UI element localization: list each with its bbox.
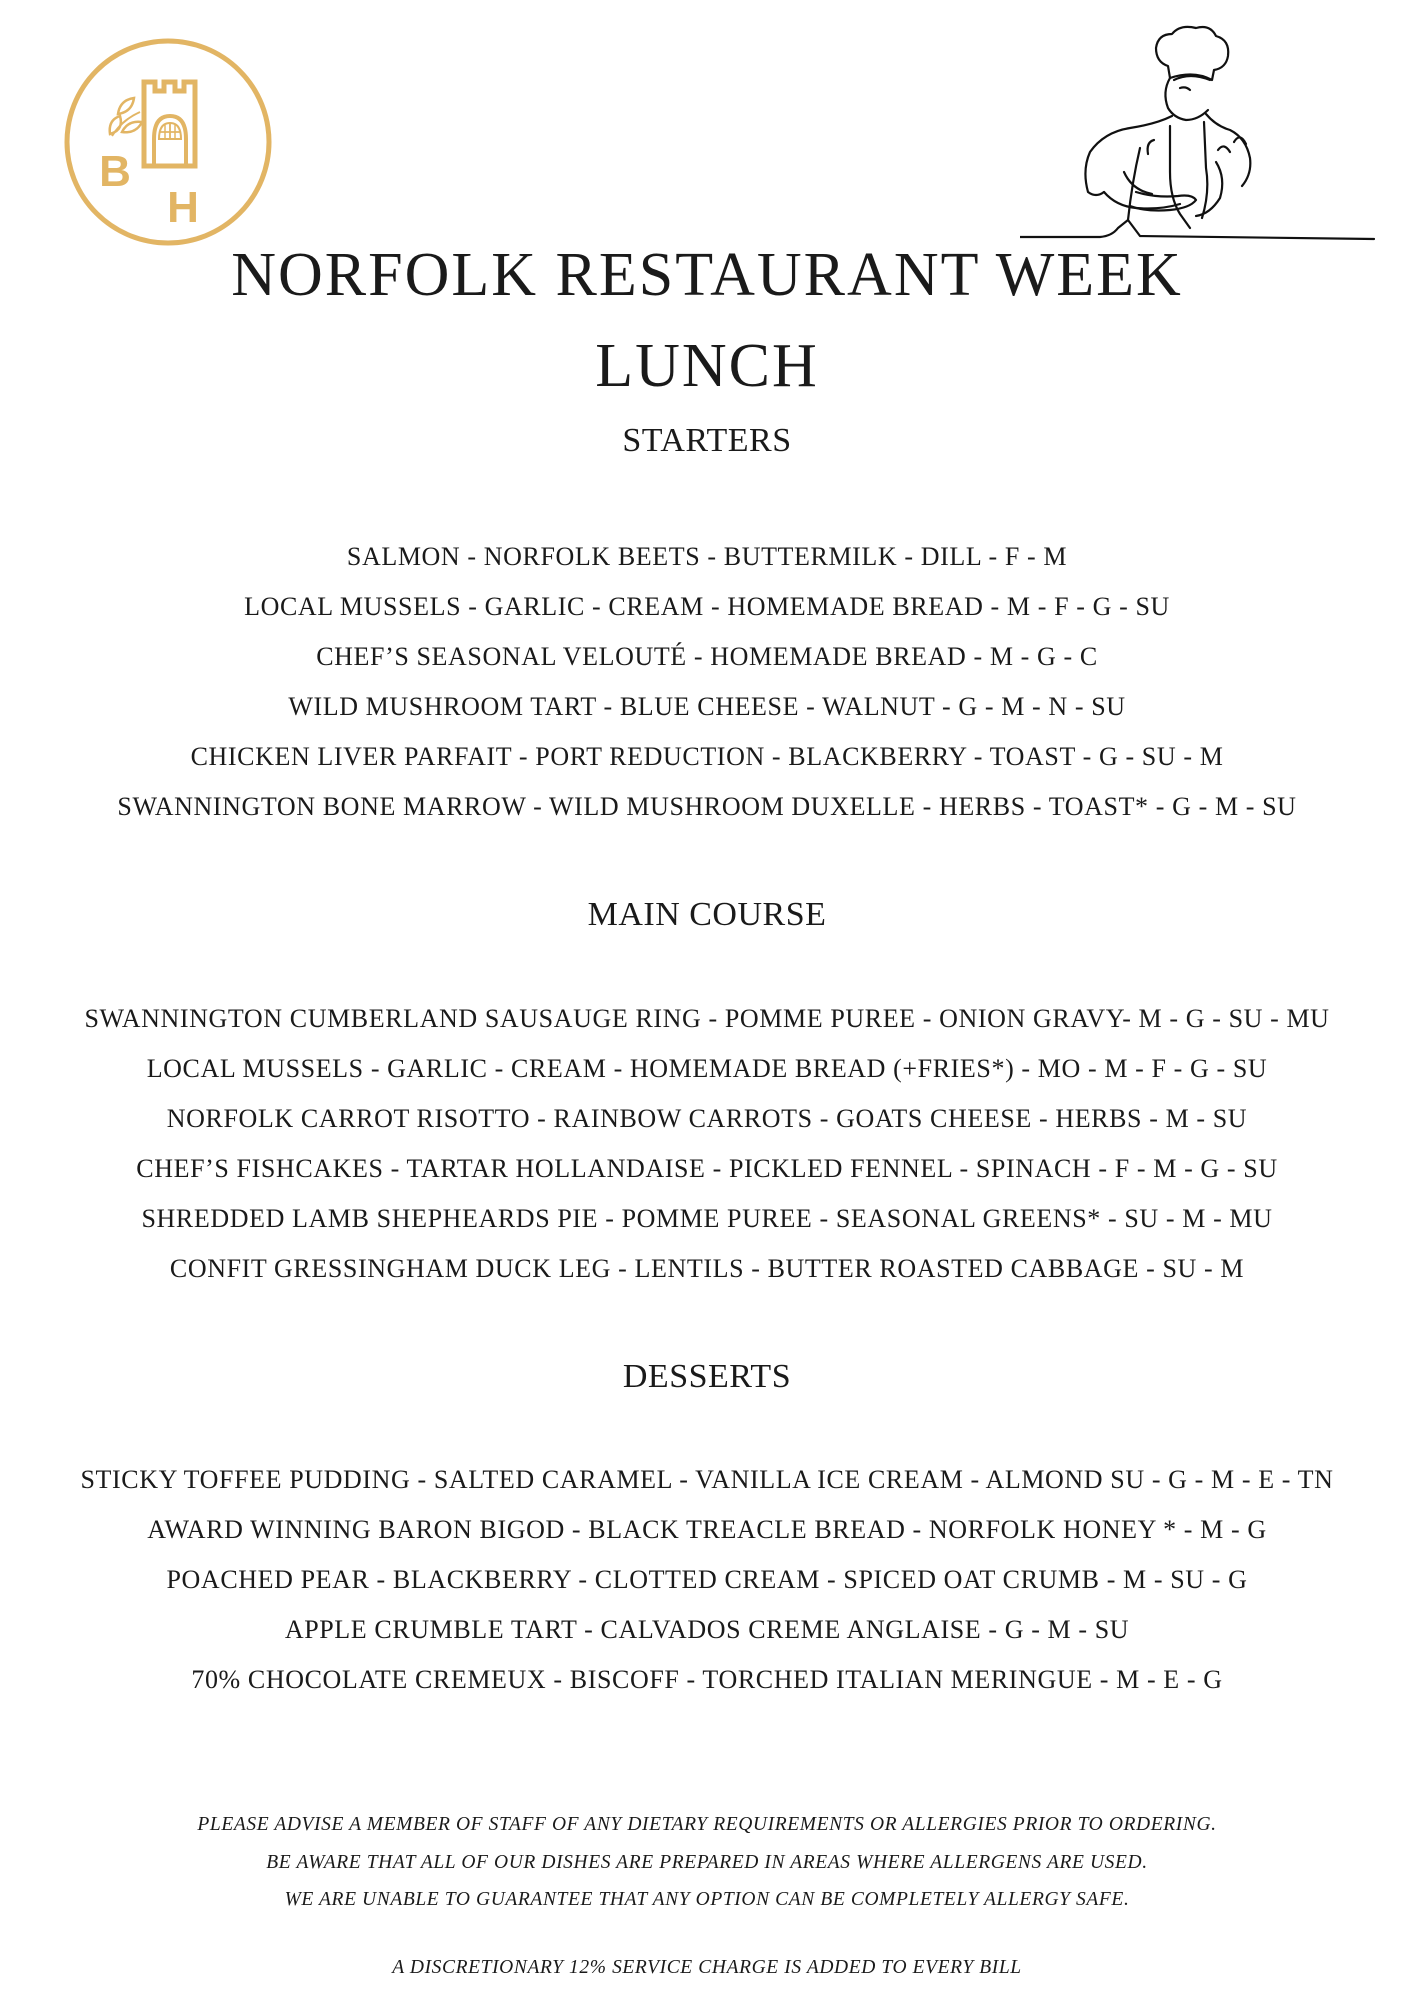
service-charge-note: A DISCRETIONARY 12% SERVICE CHARGE IS ADDED TO EVERY BILL	[392, 1957, 1022, 1978]
main-course-list	[0, 994, 1414, 1294]
menu-item: APPLE CRUMBLE TART - CALVADOS CREME ANGLAISE - G - M - SU	[284, 1615, 1130, 1644]
menu-item: 70% CHOCOLATE CREMEUX - BISCOFF - TORCHED ITALIAN MERINGUE - M - E - G	[191, 1665, 1223, 1694]
desserts-heading: DESSERTS	[622, 1358, 792, 1395]
menu-item: POACHED PEAR - BLACKBERRY - CLOTTED CREAM - SPICED OAT CRUMB - M - SU - G	[166, 1565, 1248, 1594]
menu-item: SHREDDED LAMB SHEPHEARDS PIE - POMME PUREE - SEASONAL GREENS* - SU - M - MU	[141, 1204, 1273, 1233]
starters-list	[0, 532, 1414, 832]
starters-heading: STARTERS	[622, 422, 792, 459]
menu-item: STICKY TOFFEE PUDDING - SALTED CARAMEL - VANILLA ICE CREAM - ALMOND SU - G - M - E - TN	[80, 1465, 1334, 1494]
logo-letter-b: B	[99, 147, 131, 196]
menu-item: WILD MUSHROOM TART - BLUE CHEESE - WALNUT - G - M - N - SU	[288, 692, 1126, 721]
menu-item: LOCAL MUSSELS - GARLIC - CREAM - HOMEMADE BREAD - M - F - G - SU	[244, 592, 1170, 621]
logo-letter-h: H	[167, 183, 199, 232]
menu-item: LOCAL MUSSELS - GARLIC - CREAM - HOMEMADE BREAD (+FRIES*) - MO - M - F - G - SU	[146, 1054, 1268, 1083]
menu-item: CHICKEN LIVER PARFAIT - PORT REDUCTION - BLACKBERRY - TOAST - G - SU - M	[190, 742, 1224, 771]
allergy-notice-line: BE AWARE THAT ALL OF OUR DISHES ARE PREPARED IN AREAS WHERE ALLERGENS ARE USED.	[266, 1851, 1148, 1873]
menu-item: CONFIT GRESSINGHAM DUCK LEG - LENTILS - BUTTER ROASTED CABBAGE - SU - M	[169, 1254, 1245, 1283]
allergy-notice	[0, 1806, 1414, 1919]
allergy-notice-line: WE ARE UNABLE TO GUARANTEE THAT ANY OPTION CAN BE COMPLETELY ALLERGY SAFE.	[284, 1889, 1130, 1910]
menu-item: CHEF’S SEASONAL VELOUTÉ - HOMEMADE BREAD - M - G - C	[316, 642, 1098, 671]
desserts-list	[0, 1455, 1414, 1705]
allergy-notice-line: PLEASE ADVISE A MEMBER OF STAFF OF ANY DIETARY REQUIREMENTS OR ALLERGIES PRIOR TO ORDERING.	[197, 1814, 1217, 1835]
menu-item: SALMON - NORFOLK BEETS - BUTTERMILK - DILL - F - M	[346, 542, 1068, 571]
menu-item: CHEF’S FISHCAKES - TARTAR HOLLANDAISE - PICKLED FENNEL - SPINACH - F - M - G - SU	[136, 1154, 1278, 1183]
chef-illustration	[1020, 22, 1375, 247]
menu-item: NORFOLK CARROT RISOTTO - RAINBOW CARROTS - GOATS CHEESE - HERBS - M - SU	[166, 1104, 1248, 1133]
logo	[62, 36, 274, 248]
page-subtitle: LUNCH	[595, 332, 819, 400]
menu-item: AWARD WINNING BARON BIGOD - BLACK TREACLE BREAD - NORFOLK HONEY * - M - G	[147, 1515, 1267, 1544]
main-course-heading: MAIN COURSE	[587, 896, 827, 933]
menu-item: SWANNINGTON BONE MARROW - WILD MUSHROOM DUXELLE - HERBS - TOAST* - G - M - SU	[117, 792, 1297, 821]
page-title: NORFOLK RESTAURANT WEEK	[231, 241, 1183, 309]
menu-item: SWANNINGTON CUMBERLAND SAUSAUGE RING - POMME PUREE - ONION GRAVY- M - G - SU - MU	[84, 1004, 1330, 1033]
